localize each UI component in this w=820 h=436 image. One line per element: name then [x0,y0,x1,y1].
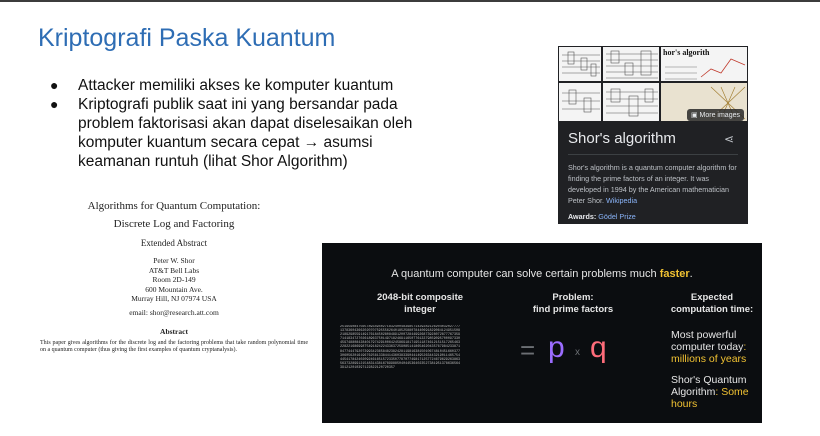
col2-line2: find prime factors [532,304,614,315]
knowledge-card [558,46,748,224]
times-sign: x [575,347,580,358]
prime-p: p [548,331,565,364]
slide-title: Kriptografi Paska Kuantum [38,24,336,52]
headline-end: . [689,268,693,280]
thumb-caption: hor's algorith [663,48,710,57]
col1-line2: integer [404,304,436,315]
headline-text: A quantum computer can solve certain problems much [391,268,660,280]
thumb-circuit-4[interactable] [602,82,660,122]
paper-org: AT&T Bell Labs [148,265,200,275]
card-awards [568,212,636,221]
bullet-marker: ● [50,96,59,112]
image-icon: ▣ [690,112,700,119]
headline-highlight: faster [659,268,690,280]
thumb-circuit-3[interactable] [558,82,602,122]
card-description [568,162,740,206]
thumb-circuit-2[interactable] [602,46,660,82]
circuit-diagram-icon [603,83,660,122]
res1-line2: computer today [671,341,744,353]
bullet-item [48,95,448,171]
paper-street: 600 Mountain Ave. [145,284,203,294]
share-icon[interactable]: ⋖ [723,132,734,146]
paper-abstract-heading: Abstract [160,326,188,336]
col2-line1: Problem: [552,292,594,303]
bullet-text: Attacker memiliki akses ke komputer kuantum [78,77,394,94]
col3-line2: computation time: [670,304,754,315]
paper-title: Algorithms for Quantum Computation: [87,200,261,212]
wikipedia-link[interactable]: Wikipedia [605,196,638,205]
quantum-time [671,374,762,410]
paper-abstract-text: This paper gives algorithms for the discrete log and the factoring problems that take random polynomial time on a quantum computer (thus giving the first examples of quantum cryptanalysis). [40,339,308,353]
bullet-list [48,76,448,171]
bullet-text: Kriptografi publik saat ini yang bersandar pada problem faktorisasi akan dapat diselesaikan oleh komputer kuantum secara cepat → asumsi keamanan runtuh (lihat Shor Algorithm) [78,96,413,170]
col-time-heading [662,292,762,316]
shor-paper-image [40,200,308,355]
col1-line1: 2048-bit composite [376,292,464,303]
res2-line1: Shor's Quantum [671,374,747,386]
more-images-label: More images [699,112,740,119]
res1-value: millions of years [671,353,747,365]
bullet-marker: ● [50,77,59,93]
image-strip[interactable] [558,46,748,122]
bullet-item [48,76,448,95]
classical-time [671,329,746,365]
res2-value: Some hours [671,386,749,410]
res2-line2: Algorithm [671,386,716,398]
res1-line1: Most powerful [671,329,737,341]
composite-integer-digits: 25195908475657893494027183240048398571429282126204032027777137836043662020707595556264018525880784406918290641249515082189298559149176184502808489120072844992687392807287776735971418347270261896375014971824691165077613379859095700097330459748808428401797429100642458691817195118746121515172654632282216869987549182422433637259085141865462043576798423387184774447920739934236584823824281198163815010674810451660377306056201619676256133844143603833904414952634432190114657544454178424020924616515723350778707749817125772467962926386356373289912154831438167899885040445364023527381951378636564391212010397122822120720357 [340,325,461,370]
col-problem-heading [518,292,628,316]
circuit-diagram-icon [603,47,660,82]
quantum-infographic [322,243,762,423]
thumb-circuit-1[interactable] [558,46,602,82]
paper-room: Room 2D-149 [152,275,196,284]
paper-extended-label: Extended Abstract [140,238,208,248]
more-images-button[interactable] [687,109,744,121]
card-title: Shor's algorithm [568,130,676,147]
res2-sep: : [715,386,722,398]
col3-line1: Expected [690,292,734,303]
awards-label: Awards: [568,212,597,221]
prime-q: q [590,331,607,364]
quantum-headline [322,268,762,280]
equals-sign: = [520,335,536,365]
paper-subtitle: Discrete Log and Factoring [113,218,235,230]
card-divider [568,154,738,155]
res1-colon: : [743,341,747,353]
card-description-text: Shor's algorithm is a quantum computer algorithm for finding the prime factors of an integer. It was developed in 1994 by the American mathematician Peter Shor. [568,163,737,205]
paper-author: Peter W. Shor [153,256,195,265]
godel-prize-link[interactable]: Gödel Prize [598,212,636,221]
paper-author-block [40,256,308,304]
circuit-diagram-icon [559,47,602,82]
circuit-diagram-icon [559,83,602,122]
thumb-title[interactable] [660,46,748,82]
slide-top-border [0,0,820,2]
paper-city: Murray Hill, NJ 07974 USA [131,294,217,303]
col-composite-heading [370,292,470,316]
paper-email: email: shor@research.att.com [129,307,219,317]
